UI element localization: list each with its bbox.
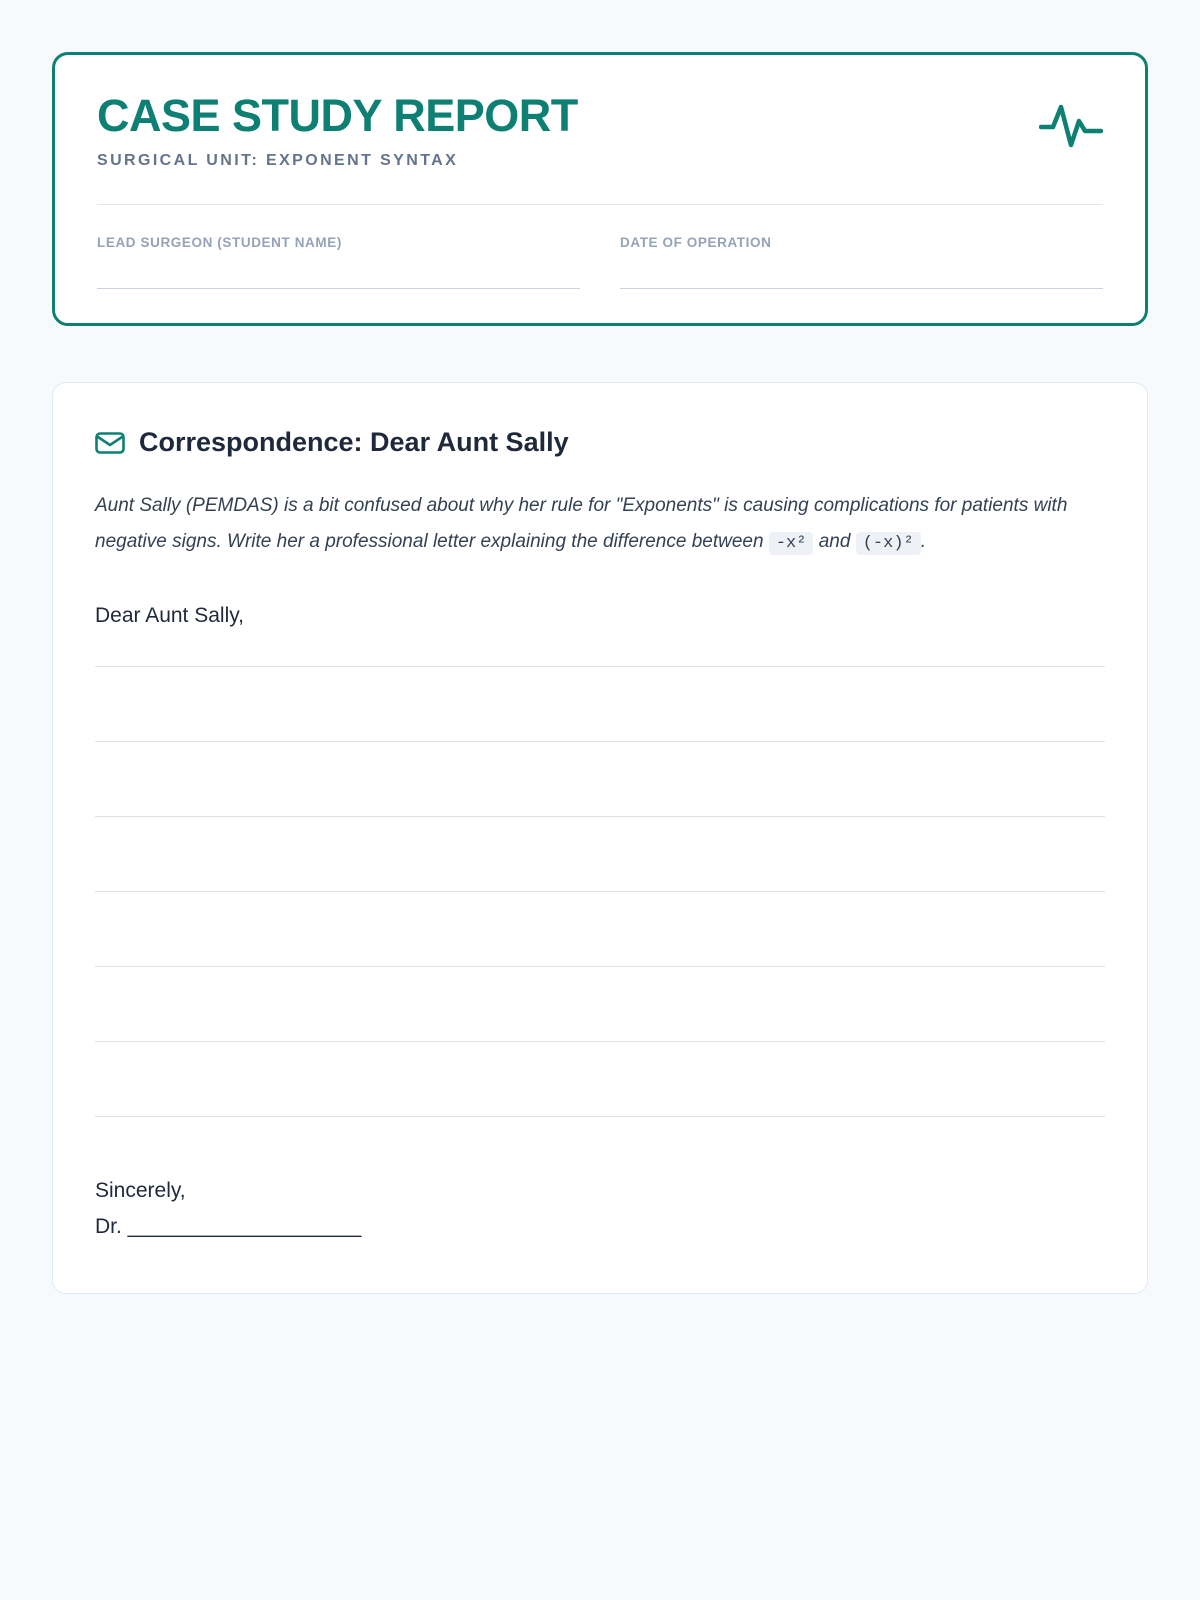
correspondence-header xyxy=(95,427,1105,458)
header-fields-row xyxy=(97,235,1103,289)
correspondence-title: Correspondence: Dear Aunt Sally xyxy=(139,427,569,457)
field-input-lead-surgeon[interactable] xyxy=(97,288,580,289)
prompt-part-mid: and xyxy=(813,531,856,553)
page-title: CASE STUDY REPORT xyxy=(97,90,578,141)
header-top-row xyxy=(97,90,1103,170)
report-header-card xyxy=(52,52,1148,326)
prompt-part-end: . xyxy=(920,531,927,553)
field-date-of-operation xyxy=(620,235,1103,289)
write-line[interactable] xyxy=(95,816,1105,817)
prompt-text xyxy=(95,488,1105,560)
code-neg-x-squared: -x² xyxy=(769,532,814,555)
closing-sincerely: Sincerely, xyxy=(95,1179,186,1203)
header-title-block xyxy=(97,90,1039,170)
write-line[interactable] xyxy=(95,891,1105,892)
write-line[interactable] xyxy=(95,1041,1105,1042)
field-label-lead-surgeon: LEAD SURGEON (STUDENT NAME) xyxy=(97,235,342,250)
correspondence-card xyxy=(52,382,1148,1294)
mail-icon xyxy=(95,431,125,455)
field-label-date-of-operation: DATE OF OPERATION xyxy=(620,235,772,250)
write-line[interactable] xyxy=(95,1116,1105,1117)
field-input-date-of-operation[interactable] xyxy=(620,288,1103,289)
write-line[interactable] xyxy=(95,666,1105,667)
code-paren-neg-x-squared: (-x)² xyxy=(856,532,921,555)
header-divider xyxy=(97,204,1103,205)
write-line[interactable] xyxy=(95,741,1105,742)
letter-closing xyxy=(95,1173,1105,1244)
closing-signature-line[interactable]: Dr. ____________________ xyxy=(95,1215,362,1239)
page-subtitle: SURGICAL UNIT: EXPONENT SYNTAX xyxy=(97,152,459,169)
letter-writing-area[interactable] xyxy=(95,666,1105,1117)
field-lead-surgeon xyxy=(97,235,580,289)
prompt-part-1: Aunt Sally (PEMDAS) is a bit confused about why her rule for "Exponents" is causing complications for patients with negative signs. Write her a professional letter explaining the difference between xyxy=(95,495,1068,553)
pulse-icon xyxy=(1039,97,1103,153)
write-line[interactable] xyxy=(95,966,1105,967)
letter-salutation: Dear Aunt Sally, xyxy=(95,604,245,628)
